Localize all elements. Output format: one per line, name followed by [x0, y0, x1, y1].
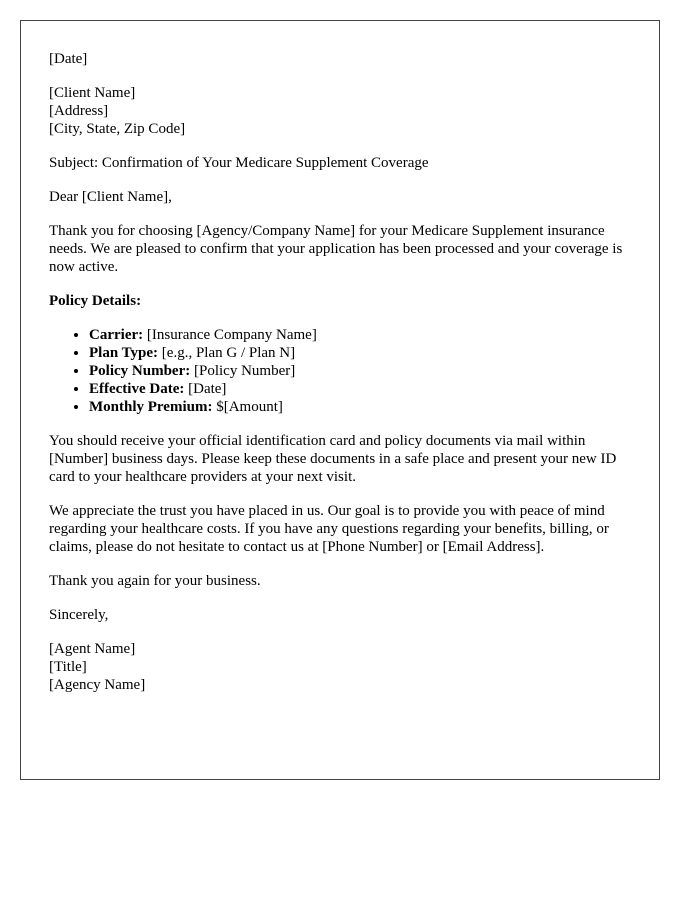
intro-paragraph: Thank you for choosing [Agency/Company Name] for your Medicare Supplement insurance needs. We are pleased to confirm that your application has been processed and your coverage is now active. — [49, 223, 623, 275]
policy-detail-label: Carrier: — [89, 327, 144, 343]
policy-detail-label: Plan Type: — [89, 345, 159, 361]
policy-detail-value: [Insurance Company Name] — [143, 327, 317, 343]
policy-detail-label: Monthly Premium: — [89, 399, 213, 415]
policy-detail-label: Effective Date: — [89, 381, 185, 397]
recipient-city-state-zip: [City, State, Zip Code] — [49, 121, 186, 137]
policy-detail-monthly-premium — [89, 398, 631, 416]
letter-closing: Sincerely, — [49, 607, 109, 623]
policy-details-list — [49, 326, 631, 416]
recipient-name: [Client Name] — [49, 85, 136, 101]
thanks-paragraph: Thank you again for your business. — [49, 573, 261, 589]
letter-page — [20, 20, 660, 780]
policy-details-heading: Policy Details: — [49, 293, 142, 309]
signature-agency-name: [Agency Name] — [49, 677, 146, 693]
policy-detail-label: Policy Number: — [89, 363, 191, 379]
policy-detail-effective-date — [89, 380, 631, 398]
policy-detail-carrier — [89, 326, 631, 344]
letter-salutation: Dear [Client Name], — [49, 189, 172, 205]
letter-date: [Date] — [49, 51, 88, 67]
signature-title: [Title] — [49, 659, 87, 675]
policy-detail-value: [e.g., Plan G / Plan N] — [158, 345, 296, 361]
policy-detail-value: [Policy Number] — [190, 363, 296, 379]
signature-agent-name: [Agent Name] — [49, 641, 136, 657]
recipient-address: [Address] — [49, 103, 109, 119]
signature-block — [49, 640, 631, 694]
trust-paragraph: We appreciate the trust you have placed in us. Our goal is to provide you with peace of mind regarding your healthcare costs. If you have any questions regarding your benefits, billing, or claims, please do not hesitate to contact us at [Phone Number] or [Email Address]. — [49, 503, 609, 555]
policy-detail-policy-number — [89, 362, 631, 380]
policy-detail-value: $[Amount] — [212, 399, 283, 415]
documents-paragraph: You should receive your official identification card and policy documents via mail within [Number] business days. Please keep these documents in a safe place and present your new ID card to your healthcare providers at your next visit. — [49, 433, 617, 485]
policy-detail-value: [Date] — [184, 381, 227, 397]
policy-detail-plan-type — [89, 344, 631, 362]
recipient-address-block — [49, 84, 631, 138]
letter-subject: Subject: Confirmation of Your Medicare Supplement Coverage — [49, 155, 429, 171]
